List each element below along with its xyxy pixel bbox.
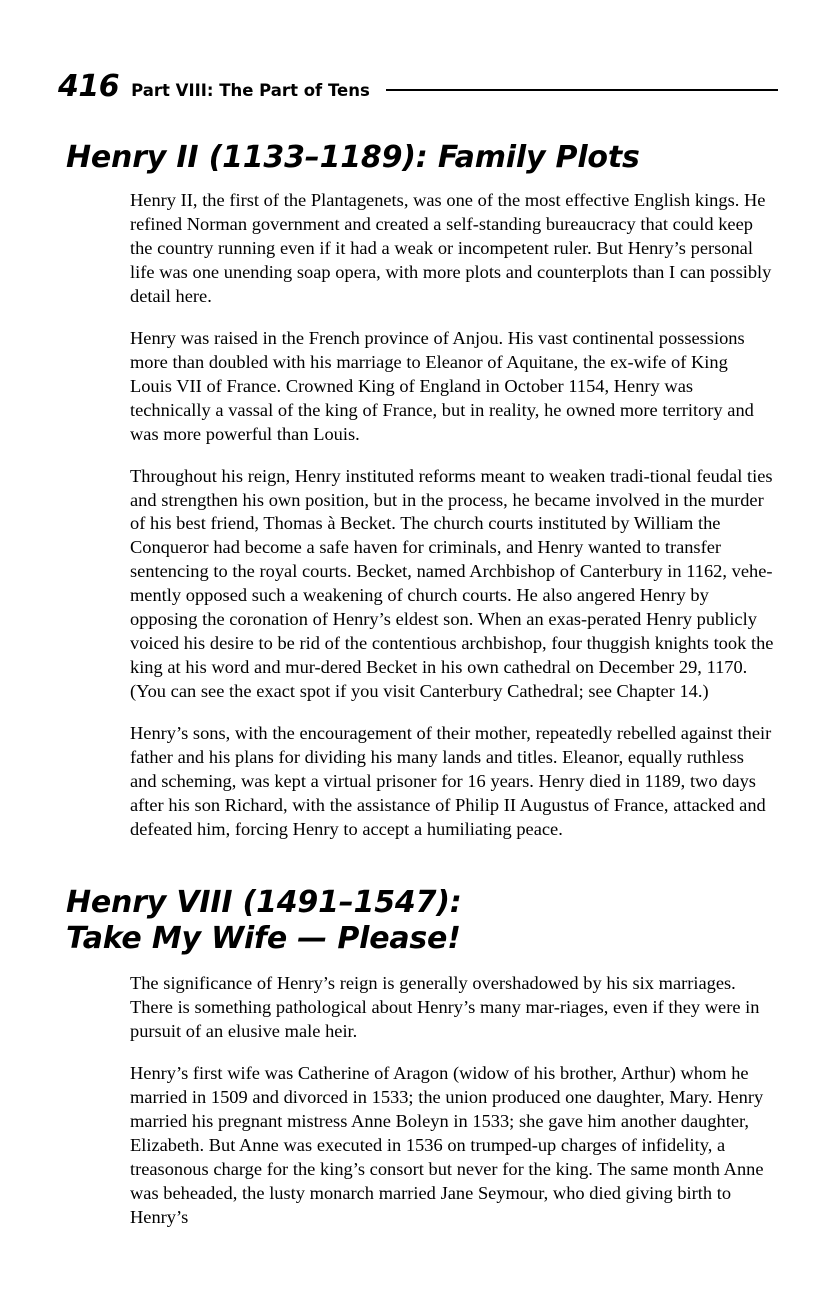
running-head-rule — [386, 89, 778, 91]
running-head — [58, 69, 778, 104]
paragraph: Throughout his reign, Henry instituted reforms meant to weaken tradi-tional feudal ties and strengthen his own position, but in the process, he became involved in the murder of his best friend, Thomas à Becket. The church courts instituted by William the Conqueror had become a safe haven for criminals, and Henry wanted to transfer sentencing to the royal courts. Becket, named Archbishop of Canterbury in 1162, vehe-mently opposed such a weakening of church courts. He also angered Henry by opposing the coronation of Henry’s eldest son. When an exas-perated Henry publicly voiced his desire to be rid of the contentious archbishop, four thuggish knights took the king at his word and mur-dered Becket in his own cathedral on December 29, 1170. (You can see the exact spot if you visit Canterbury Cathedral; see Chapter 14.) — [130, 465, 774, 701]
paragraph: Henry’s first wife was Catherine of Aragon (widow of his brother, Arthur) whom he married in 1509 and divorced in 1533; the union produced one daughter, Mary. Henry married his pregnant mistress Anne Boleyn in 1533; she gave him another daughter, Elizabeth. But Anne was executed in 1536 on trumped-up charges of infidelity, a treasonous charge for the king’s consort but never for the king. The same month Anne was beheaded, the lusty monarch married Jane Seymour, who died giving birth to Henry’s — [130, 1062, 764, 1227]
paragraph: Henry’s sons, with the encouragement of their mother, repeatedly rebelled against their father and his plans for dividing his many lands and titles. Eleanor, equally ruthless and scheming, was kept a virtual prisoner for 16 years. Henry died in 1189, two days after his son Richard, with the assistance of Philip II Augustus of France, attacked and defeated him, forcing Henry to accept a humiliating peace. — [130, 722, 772, 839]
section-heading-henry-viii — [66, 885, 774, 956]
paragraph: Henry was raised in the French province of Anjou. His vast continental possessions more than doubled with his marriage to Eleanor of Aquitane, the ex-wife of King Louis VII of France. Crowned King of England in October 1154, Henry was technically a vassal of the king of France, but in reality, he owned more territory and was more powerful than Louis. — [130, 328, 754, 444]
section-heading-line-1: Henry VIII (1491–1547): — [66, 885, 462, 921]
paragraph: Henry II, the first of the Plantagenets, was one of the most effective English kings. He refined Norman government and created a self-standing bureaucracy that could keep the country running even if it had a weak or incompetent ruler. But Henry’s personal life was one unending soap opera, with more plots and counterplots than I can possibly detail here. — [130, 190, 772, 307]
page-content — [62, 140, 774, 1229]
section-heading-line-2: Take My Wife — Please! — [66, 920, 461, 956]
paragraph: The significance of Henry’s reign is generally overshadowed by his six marriages. There is something pathological about Henry’s many mar-riages, even if they were in pursuit of an elusive male heir. — [130, 973, 760, 1042]
section-heading-henry-ii: Henry II (1133–1189): Family Plots — [66, 140, 640, 175]
page-number: 416 — [58, 69, 120, 104]
running-head-title: Part VIII: The Part of Tens — [131, 81, 370, 100]
